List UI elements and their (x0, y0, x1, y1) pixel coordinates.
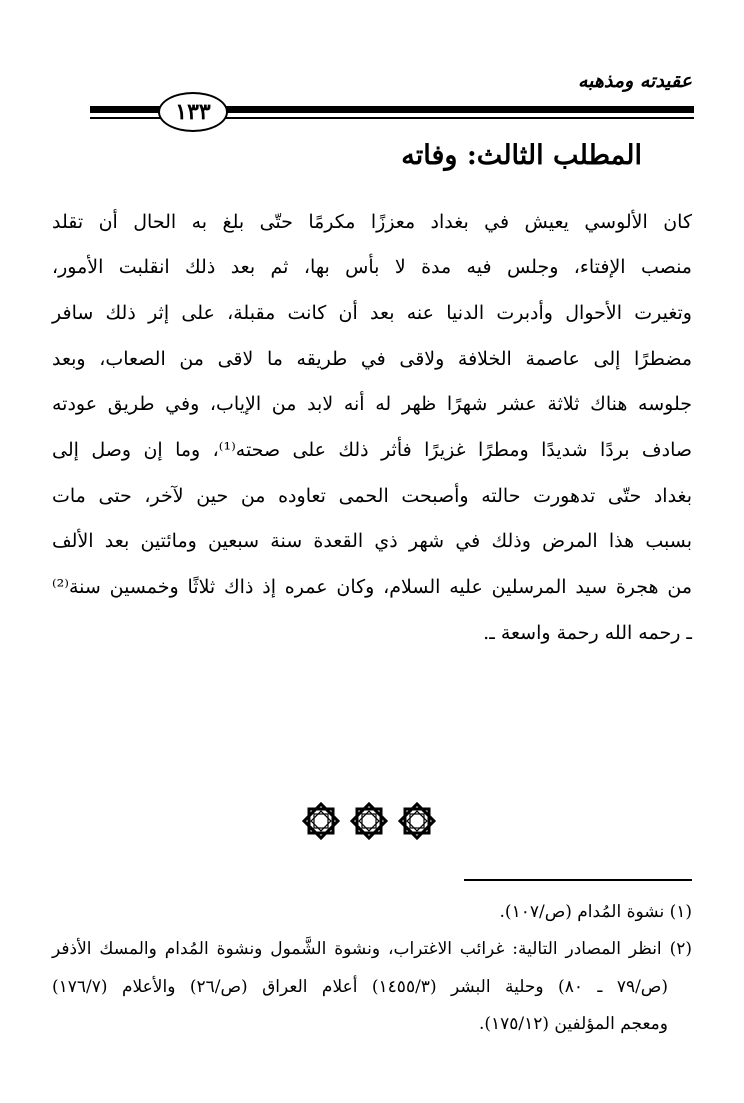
body-line-3: وتغيرت الأحوال وأدبرت الدنيا عنه بعد أن كانت مقبلة، على إثر ذلك سافر (52, 302, 692, 324)
body-line-4: مضطرًا إلى عاصمة الخلافة ولاقى في طريقه ما لاقى من الصعاب، وبعد (52, 348, 692, 370)
eight-point-star-icon (300, 800, 342, 842)
body-line-6: صادف بردًا شديدًا ومطرًا غزيرًا فأثر ذلك على صحته⁽¹⁾، وما إن وصل إلى (52, 439, 692, 461)
running-title: عقيدته ومذهبه (577, 70, 692, 92)
body-line-9: من هجرة سيد المرسلين عليه السلام، وكان عمره إذ ذاك ثلاثًا وخمسين سنة⁽²⁾ (52, 576, 692, 598)
footnote-2-line-3: ومعجم المؤلفين (١٧٥/١٢). (478, 1014, 668, 1034)
body-line-2: منصب الإفتاء، وجلس فيه مدة لا بأس بها، ثم بعد ذلك انقلبت الأمور، (52, 256, 692, 278)
page-number: ١٣٣ (158, 92, 228, 132)
body-line-8: بسبب هذا المرض وذلك في شهر ذي القعدة سنة سبعين ومائتين بعد الألف (52, 530, 692, 552)
footnote-1: (١) نشوة المُدام (ص/١٠٧). (499, 902, 692, 922)
footnote-2-line-2: (ص/٧٩ ـ ٨٠) وحلية البشر (١٤٥٥/٣) أعلام العراق (ص/٢٦) والأعلام (١٧٦/٧) (52, 977, 668, 997)
body-line-5: جلوسه هناك ثلاثة عشر شهرًا ظهر له أنه لابد من الإياب، وفي طريق عودته (52, 393, 692, 415)
footnote-separator (464, 879, 692, 881)
body-line-1: كان الألوسي يعيش في بغداد معززًا مكرمًا حتّى بلغ به الحال أن تقلد (52, 211, 692, 233)
eight-point-star-icon (396, 800, 438, 842)
eight-point-star-icon (348, 800, 390, 842)
section-ornament (300, 800, 438, 842)
body-line-10: ـ رحمه الله رحمة واسعة ـ. (483, 622, 692, 644)
body-line-7: بغداد حتّى تدهورت حالته وأصبحت الحمى تعاوده من حين لآخر، حتى مات (52, 485, 692, 507)
section-heading: المطلب الثالث: وفاته (401, 140, 642, 171)
footnote-2-line-1: (٢) انظر المصادر التالية: غرائب الاغتراب، ونشوة الشَّمول ونشوة المُدام والمسك الأذفر (52, 939, 692, 959)
